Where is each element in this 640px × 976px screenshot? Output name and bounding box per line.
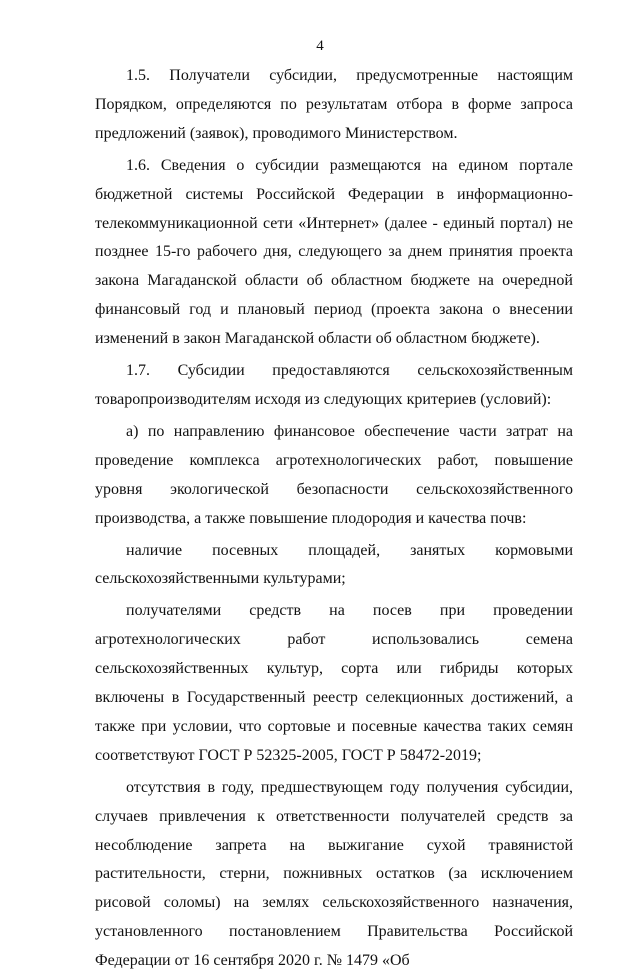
paragraph-criterion-seeds: получателями средств на посев при проведении агротехнологических работ использовались семена сельскохозяйственных культур, сорта или гибриды которых включены в Государственный реестр селекционных достижений, а также при условии, что сортовые и посевные качества таких семян соответствуют ГОСТ Р 52325-2005, ГОСТ Р 58472-2019; [95, 602, 573, 764]
paragraph-1-6: 1.6. Сведения о субсидии размещаются на едином портале бюджетной системы Российской Федерации в информационно-телекоммуникационной сети «Интернет» (далее - единый портал) не позднее 15-го рабочего дня, следующего за днем принятия проекта закона Магаданской области об областном бюджете на очередной финансовый год и плановый период (проекта закона о внесении изменений в закон Магаданской области об областном бюджете). [95, 156, 573, 348]
paragraph-subitem-a: а) по направлению финансовое обеспечение части затрат на проведение комплекса агротехнологических работ, повышение уровня экологической безопасности сельскохозяйственного производства, а также повышение плодородия и качества почв: [95, 422, 573, 527]
document-body [95, 62, 573, 976]
paragraph-1-7: 1.7. Субсидии предоставляются сельскохозяйственным товаропроизводителям исходя из следующих критериев (условий): [95, 362, 573, 408]
page-number: 4 [316, 38, 324, 54]
paragraph-criterion-sown-area: наличие посевных площадей, занятых кормовыми сельскохозяйственными культурами; [95, 541, 573, 588]
paragraph-1-5: 1.5. Получатели субсидии, предусмотренные настоящим Порядком, определяются по результатам отбора в форме запроса предложений (заявок), проводимого Министерством. [95, 67, 573, 142]
paragraph-criterion-no-burning: отсутствия в году, предшествующем году получения субсидии, случаев привлечения к ответственности получателей средств за несоблюдение запрета на выжигание сухой травянистой растительности, стерни, пожнивных остатков (за исключением рисовой соломы) на землях сельскохозяйственного назначения, установленного постановлением Правительства Российской Федерации от 16 сентября 2020 г. № 1479 «Об [95, 778, 573, 970]
